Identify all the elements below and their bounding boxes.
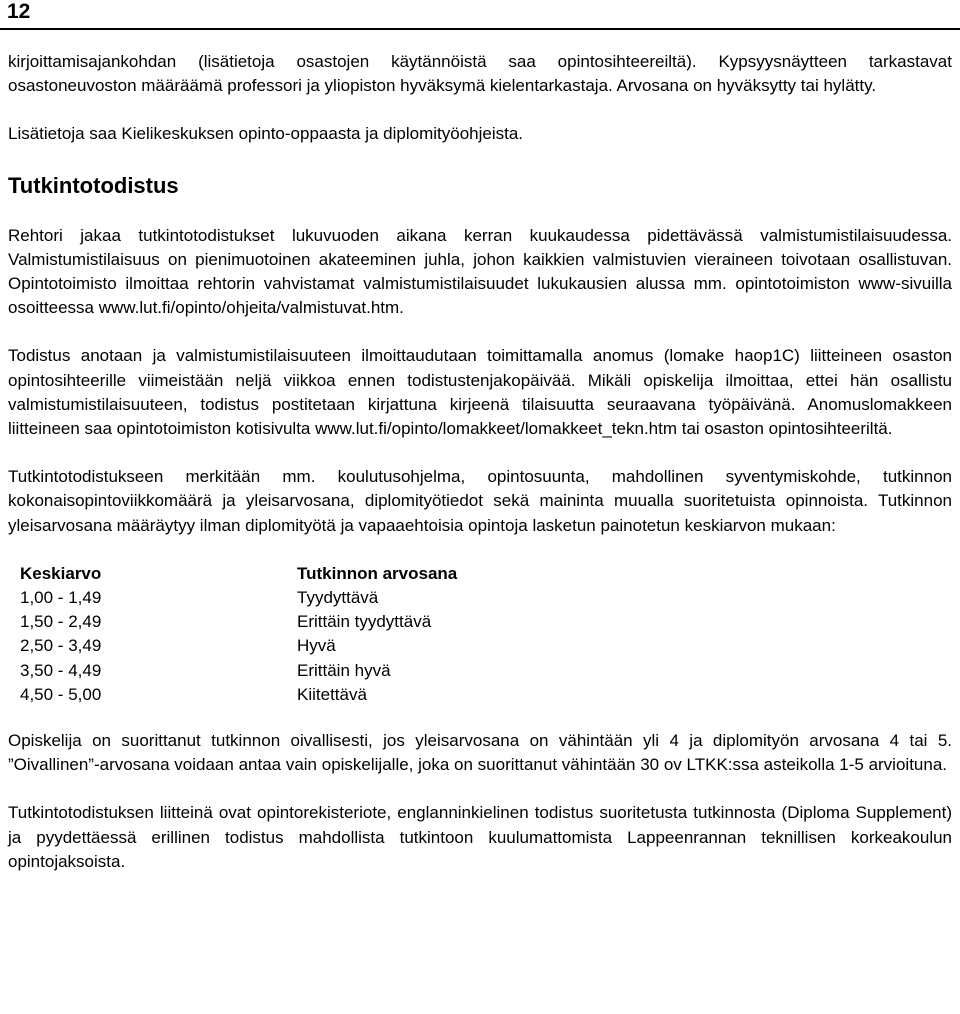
grade-table — [20, 562, 457, 707]
paragraph-maturity-test: kirjoittamisajankohdan (lisätietoja osastojen käytännöistä saa opintosihteereiltä). Kypsyysnäytteen tarkastavat osastoneuvoston määräämä professori ja yliopiston hyväksymä kielentarkastaja. Arvosana on hyväksytty tai hylätty. — [8, 52, 952, 96]
grade-table-header-average: Keskiarvo — [20, 563, 102, 583]
document-body — [8, 50, 952, 898]
grade-range-cell: 1,00 - 1,49 — [20, 588, 102, 608]
table-row — [20, 659, 457, 683]
grade-range-cell: 2,50 - 3,49 — [20, 636, 102, 656]
page-number: 12 — [7, 0, 31, 23]
section-heading: Tutkintotodistus — [8, 172, 179, 198]
grade-name-cell: Tyydyttävä — [297, 588, 379, 608]
paragraph-excellent-grade: Opiskelija on suorittanut tutkinnon oivallisesti, jos yleisarvosana on vähintään yli 4 ja diplomityön arvosana 4 tai 5. ”Oivallinen”-arvosana voidaan antaa vain opiskelijalle, joka on suorittanut vähintään 30 ov LTKK:ssa asteikolla 1-5 arvioituna. — [8, 731, 952, 775]
grade-range-cell: 3,50 - 4,49 — [20, 660, 102, 680]
grade-table-header-row — [20, 562, 457, 586]
paragraph-certificate-contents: Tutkintotodistukseen merkitään mm. koulutusohjelma, opintosuunta, mahdollinen syventymiskohde, tutkinnon kokonaisopintoviikkomäärä ja yleisarvosana, diplomityötiedot sekä maininta muualla suoritetuista opinnoista. Tutkinnon yleisarvosana määräytyy ilman diplomityötä ja vapaaehtoisia opintoja lasketun painotetun keskiarvon mukaan: — [8, 467, 952, 535]
table-row — [20, 610, 457, 634]
grade-range-cell: 1,50 - 2,49 — [20, 612, 102, 632]
table-row — [20, 634, 457, 658]
grade-table-header-grade: Tutkinnon arvosana — [297, 563, 458, 583]
table-row — [20, 683, 457, 707]
grade-range-cell: 4,50 - 5,00 — [20, 684, 102, 704]
paragraph-certificate-application: Todistus anotaan ja valmistumistilaisuuteen ilmoittaudutaan toimittamalla anomus (lomake haop1C) liitteineen osaston opintosihteerille viimeistään neljä viikkoa ennen todistustenjakopäivää. Mikäli opiskelija ilmoittaa, ettei hän osallistu valmistumistilaisuuteen, todistus postitetaan kirjattuna kirjeenä tilaisuutta seuraavana työpäivänä. Anomuslomakkeen liitteineen saa opintotoimiston kotisivulta www.lut.fi/opinto/lomakkeet/lomakkeet_tekn.htm tai osaston opintosihteeriltä. — [8, 346, 952, 439]
table-row — [20, 586, 457, 610]
paragraph-certificate-attachments: Tutkintotodistuksen liitteinä ovat opintorekisteriote, englanninkielinen todistus suoritetusta tutkinnosta (Diploma Supplement) ja pyydettäessä erillinen todistus mahdollista tutkintoon kuulumattomista Lappeenrannan teknillisen korkeakoulun opintojaksoista. — [8, 803, 952, 871]
page-header — [0, 0, 960, 30]
grade-name-cell: Kiitettävä — [297, 684, 367, 704]
grade-name-cell: Hyvä — [297, 636, 336, 656]
paragraph-more-info: Lisätietoja saa Kielikeskuksen opinto-oppaasta ja diplomityöohjeista. — [8, 124, 524, 144]
grade-name-cell: Erittäin tyydyttävä — [297, 612, 432, 632]
grade-name-cell: Erittäin hyvä — [297, 660, 391, 680]
paragraph-graduation-ceremony: Rehtori jakaa tutkintotodistukset lukuvuoden aikana kerran kuukaudessa pidettävässä valmistumistilaisuudessa. Valmistumistilaisuus on pienimuotoinen akateeminen juhla, johon kaikkien valmistuvien vieraineen toivotaan osallistuvan. Opintotoimisto ilmoittaa rehtorin vahvistamat valmistumistilaisuudet lukukausien alussa mm. opintotoimiston www-sivuilla osoitteessa www.lut.fi/opinto/ohjeita/valmistuvat.htm. — [8, 225, 952, 318]
